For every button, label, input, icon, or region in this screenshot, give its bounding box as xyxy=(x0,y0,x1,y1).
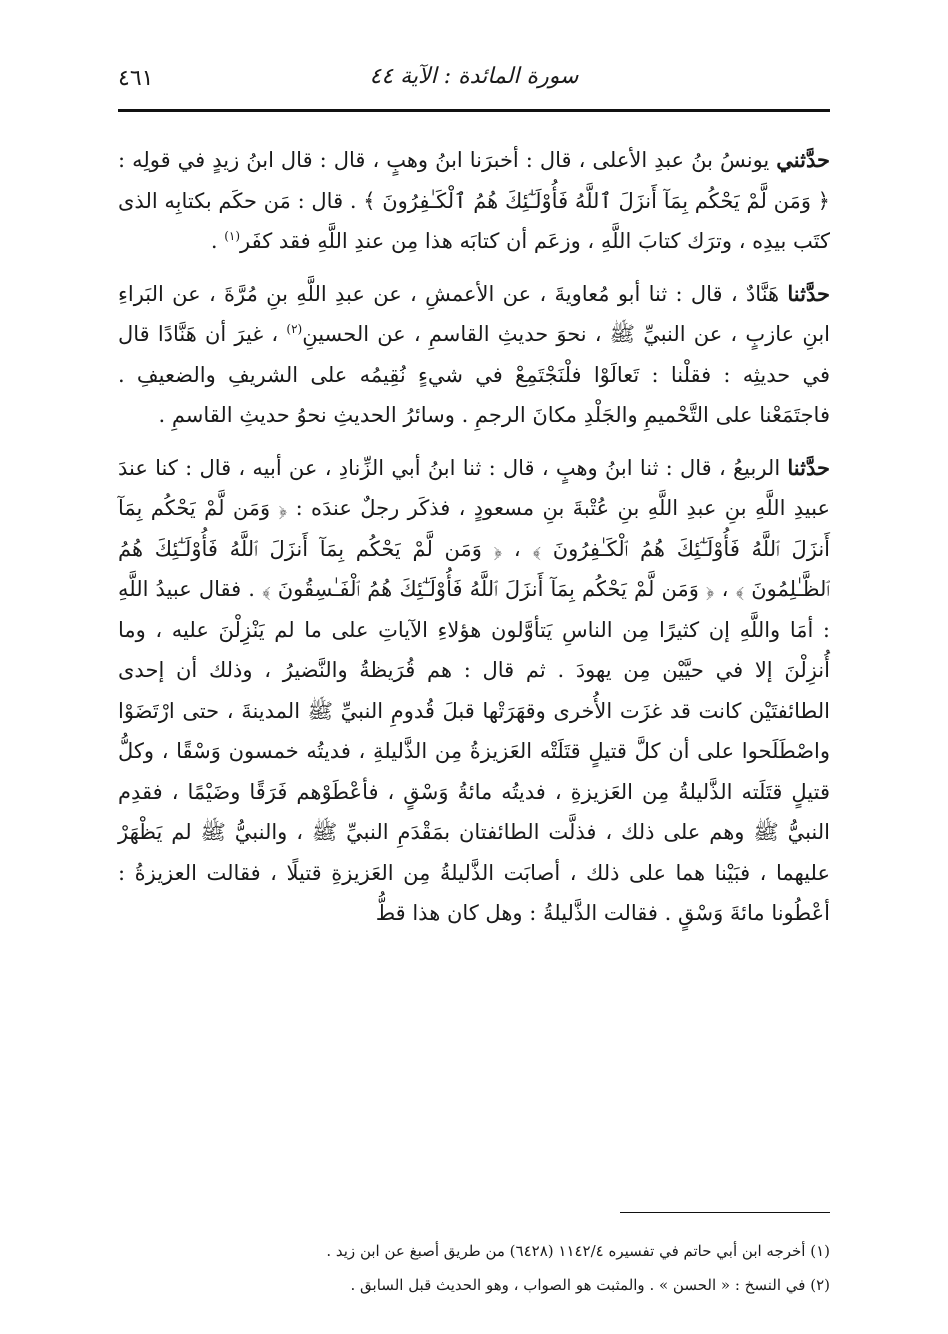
paragraph-tail: . xyxy=(210,229,225,253)
footnote-1: (١) أخرجه ابن أبي حاتم في تفسيره ١١٤٢/٤ (٦٤٢٨) من طريق أصبغ عن ابن زيد . xyxy=(326,1242,830,1260)
footnote-ref-2: (٢) xyxy=(286,322,303,336)
paragraph-2 xyxy=(118,274,830,436)
footnotes xyxy=(118,1234,830,1302)
page-number: ٤٦١ xyxy=(118,66,154,91)
paragraph-3 xyxy=(118,448,830,934)
page-header xyxy=(118,62,830,106)
paragraph-text: يونسُ بنُ عبدِ الأعلى ، قال : أخبرَنا ابنُ وهبٍ ، قال : قال ابنُ زيدٍ في قولِه : ﴿ وَمَن لَّمْ يَحْكُم بِمَآ أَنزَلَ ٱللَّهُ فَأُوْلَـٰٓئِكَ هُمُ ٱلْكَـٰفِرُونَ ﴾ . قال : مَن حكَم بكتابِه الذى كتَب بيدِه ، وترَك كتابَ اللَّهِ ، وزعَم أن كتابَه هذا مِن عندِ اللَّهِ فقد كفَر xyxy=(118,148,830,253)
paragraph-tail: ، غيرَ أن هَنَّادًا قال في حديثِه : فقلْنا : تَعالَوْا فلْنَجْتَمِعْ في شيءٍ نُقِيمُه على الشريفِ والضعيفِ . فاجتَمَعْنا على التَّحْميمِ والجَلْدِ مكانَ الرجمِ . وسائرُ الحديثِ نحوُ حديثِ القاسمِ . xyxy=(118,322,830,427)
paragraph-text: هَنَّادٌ ، قال : ثنا أبو مُعاويةَ ، عن الأعمشِ ، عن عبدِ اللَّهِ بنِ مُرَّةَ ، عن البَراءِ ابنِ عازبٍ ، عن النبيِّ ﷺ ، نحوَ حديثِ القاسمِ ، عن الحسينِ xyxy=(118,281,830,346)
paragraph-lead: حدَّثني xyxy=(776,147,830,172)
main-text xyxy=(118,140,830,946)
footnote-rule xyxy=(620,1212,830,1213)
paragraph-1 xyxy=(118,140,830,262)
paragraph-text: الربيعُ ، قال : ثنا ابنُ وهبٍ ، قال : ثنا ابنُ أبي الزِّنادِ ، عن أبيه ، قال : كنا عندَ عبيدِ اللَّهِ بنِ عبدِ اللَّهِ بنِ عُتْبةَ بنِ مسعودٍ ، فذكَر رجلٌ عندَه : ﴿ وَمَن لَّمْ يَحْكُم بِمَآ أَنزَلَ ٱللَّهُ فَأُوْلَـٰٓئِكَ هُمُ ٱلْكَـٰفِرُونَ ﴾ ، ﴿ وَمَن لَّمْ يَحْكُم بِمَآ أَنزَلَ ٱللَّهُ فَأُوْلَـٰٓئِكَ هُمُ ٱلظَّـٰلِمُونَ ﴾ ، ﴿ وَمَن لَّمْ يَحْكُم بِمَآ أَنزَلَ ٱللَّهُ فَأُوْلَـٰٓئِكَ هُمُ ٱلْفَـٰسِقُونَ ﴾ . فقال عبيدُ اللَّهِ : أمَا واللَّهِ إن كثيرًا مِن الناسِ يَتأوَّلون هؤلاءِ الآياتِ على ما لم يَنْزِلْنَ عليه ، وما أُنزِلْنَ إلا في حيَّيْن مِن يهودَ . ثم قال : هم قُرَيظةُ والنَّضيرُ ، وذلك أن إحدى الطائفتَيْن كانت قد غزَت الأُخرى وقهَرَتْها قبلَ قُدومِ النبيِّ ﷺ المدينةَ ، حتى ارْتَضَوْا واصْطَلَحوا على أن كلَّ قتيلٍ قتَلَتْه العَزيزةُ مِن الذَّليلةِ ، فديتُه خمسون وَسْقًا ، وكلُّ قتيلٍ قتَلَته الذَّليلةُ مِن العَزيزةِ ، فديتُه مائةُ وَسْقٍ ، فأعْطَوْهم فَرَقًا وضَيْمًا ، فقدِم النبيُّ ﷺ وهم على ذلك ، فذلَّت الطائفتان بمَقْدَمِ النبيِّ ﷺ ، والنبيُّ ﷺ لم يَظْهَرْ عليهما ، فبَيْنا هما على ذلك ، أصابَت الذَّليلةُ مِن العَزيزةِ قتيلًا ، فقالت العزيزةُ : أعْطُونا مائةَ وَسْقٍ . فقالت الذَّليلةُ : وهل كان هذا قطُّ xyxy=(118,455,830,925)
running-title: سورة المائدة : الآية ٤٤ xyxy=(369,64,579,89)
footnote-2: (٢) في النسخ : « الحسن » . والمثبت هو الصواب ، وهو الحديث قبل السابق . xyxy=(350,1276,830,1294)
footnote-ref-1: (١) xyxy=(224,229,241,243)
paragraph-lead: حدَّثنا xyxy=(787,454,830,480)
header-rule xyxy=(118,109,830,112)
paragraph-lead: حدَّثنا xyxy=(787,280,830,306)
